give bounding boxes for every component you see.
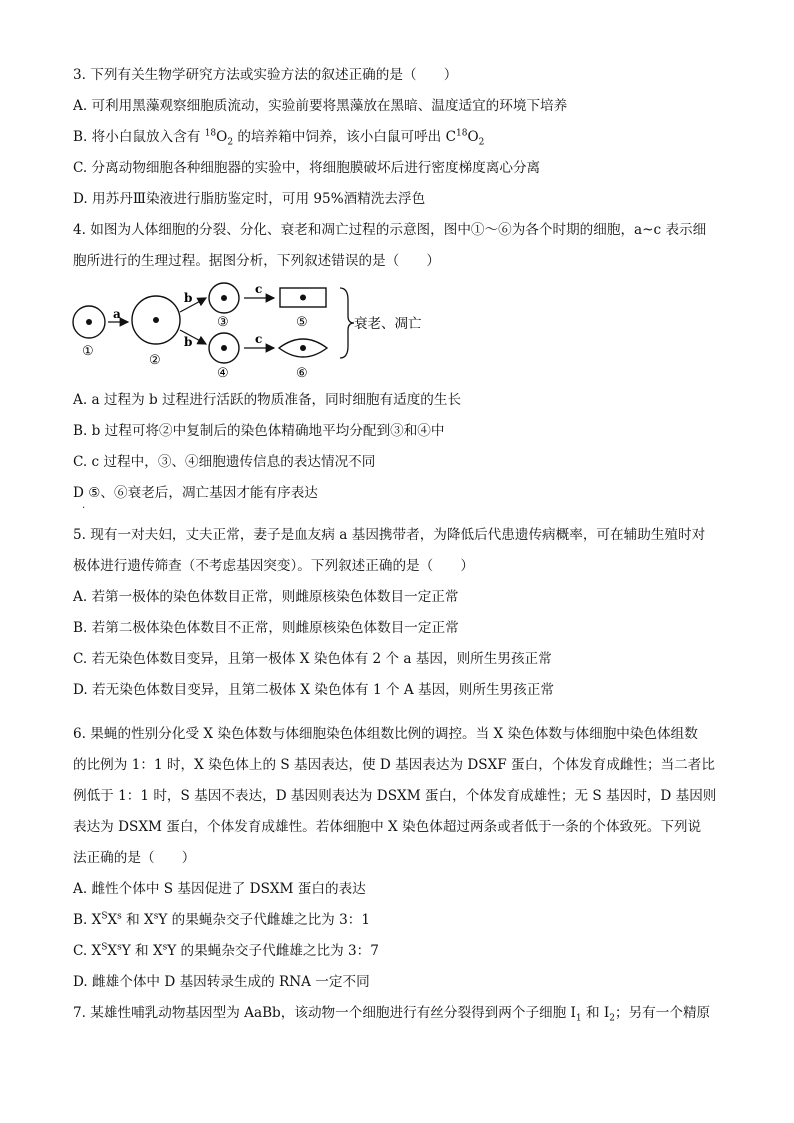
process-c-top-label: c (255, 282, 263, 296)
cell-1-label: ① (82, 344, 94, 359)
cell-2-label: ② (149, 353, 161, 368)
q6-stem-line2: 的比例为 1：1 时，X 染色体上的 S 基因表达，使 D 基因表达为 DSXF 蛋白，个体发育成雌性；当二者比 (73, 757, 715, 773)
q5-stem-line2: 极体进行遗传筛查（不考虑基因突变）。下列叙述正确的是（ ） (73, 558, 475, 574)
q6-stem-line5: 法正确的是（ ） (73, 850, 196, 866)
q4-option-b: B. b 过程可将②中复制后的染色体精确地平均分配到③和④中 (73, 423, 445, 439)
q4-option-a: A. a 过程为 b 过程进行活跃的物质准备，同时细胞有适度的生长 (73, 392, 462, 408)
q4-stem-line2: 胞所进行的生理过程。据图分析，下列叙述错误的是（ ） (73, 253, 441, 269)
q7-stem: 7. 某雄性哺乳动物基因型为 AaBb，该动物一个细胞进行有丝分裂得到两个子细胞 $I_1$ 和 $I_2$；另有一个精原 (73, 1005, 711, 1024)
q6-stem-line3: 例低于 1：1 时，S 基因不表达，D 基因则表达为 DSXM 蛋白，个体发育成雄性；无 S 基因时，D 基因则 (73, 788, 717, 804)
cell-3-label: ③ (217, 315, 229, 330)
q6-option-b: B. $X^SX^s$ 和 $X^sY$ 的果蝇杂交子代雌雄之比为 3：1 (73, 911, 370, 928)
q3-option-b: B. 将小白鼠放入含有 $^{18}O_2$ 的培养箱中饲养，该小白鼠可呼出 $C^{18}O_2$ (73, 128, 485, 148)
cell-5-label: ⑤ (296, 315, 308, 330)
cell-4 (209, 333, 239, 363)
cell-5 (280, 288, 326, 307)
q4-option-d-dot: . (82, 500, 86, 511)
q5-option-a: A. 若第一极体的染色体数目正常，则雌原核染色体数目一定正常 (73, 589, 459, 605)
q6-stem-line4: 表达为 DSXM 蛋白，个体发育成雄性。若体细胞中 X 染色体超过两条或者低于一条的个体致死。下列说 (73, 819, 702, 835)
cell-process-diagram (68, 278, 448, 388)
process-a-label: a (113, 307, 121, 321)
q3-option-a: A. 可利用黑藻观察细胞质流动，实验前要将黑藻放在黑暗、温度适宜的环境下培养 (73, 98, 568, 114)
cell-4-label: ④ (217, 366, 229, 381)
q3-stem: 3. 下列有关生物学研究方法或实验方法的叙述正确的是（ ） (73, 67, 458, 83)
q6-stem-line1: 6. 果蝇的性别分化受 X 染色体数与体细胞染色体组数比例的调控。当 X 染色体数与体细胞中染色体组数 (73, 726, 698, 742)
cell-3 (209, 283, 239, 313)
process-b-top-label: b (184, 291, 193, 305)
q5-option-b: B. 若第二极体染色体数目不正常，则雌原核染色体数目一定正常 (73, 620, 459, 636)
q4-stem-line1: 4. 如图为人体细胞的分裂、分化、衰老和凋亡过程的示意图，图中①～⑥为各个时期的细胞，a~c 表示细 (73, 222, 707, 238)
cell-1 (73, 306, 105, 338)
process-b-bottom-label: b (184, 335, 193, 349)
q6-option-d: D. 雌雄个体中 D 基因转录生成的 RNA 一定不同 (73, 974, 370, 990)
q3-option-d: D. 用苏丹Ⅲ染液进行脂肪鉴定时，可用 95%酒精洗去浮色 (73, 191, 426, 207)
q6-option-c: C. $X^SX^sY$ 和 $X^sY$ 的果蝇杂交子代雌雄之比为 3：7 (73, 942, 379, 959)
q3-option-c: C. 分离动物细胞各种细胞器的实验中，将细胞膜破坏后进行密度梯度离心分离 (73, 160, 541, 176)
process-c-bottom-label: c (255, 332, 263, 346)
q4-option-c: C. c 过程中，③、④细胞遗传信息的表达情况不同 (73, 454, 376, 470)
q5-stem-line1: 5. 现有一对夫妇，丈夫正常，妻子是血友病 a 基因携带者，为降低后代患遗传病概率，可在辅助生殖时对 (73, 527, 706, 543)
cell-2 (132, 296, 180, 344)
cell-6-label: ⑥ (296, 366, 308, 381)
q5-option-c: C. 若无染色体数目变异，且第一极体 X 染色体有 2 个 a 基因，则所生男孩正常 (73, 651, 552, 667)
q6-option-a: A. 雌性个体中 S 基因促进了 DSXM 蛋白的表达 (73, 881, 366, 897)
bracket (340, 288, 354, 358)
bracket-label: 衰老、凋亡 (354, 316, 422, 332)
q4-option-d: D ⑤、⑥衰老后，凋亡基因才能有序表达 (73, 485, 318, 501)
q5-option-d: D. 若无染色体数目变异，且第二极体 X 染色体有 1 个 A 基因，则所生男孩正常 (73, 682, 554, 698)
cell-6 (279, 339, 327, 357)
